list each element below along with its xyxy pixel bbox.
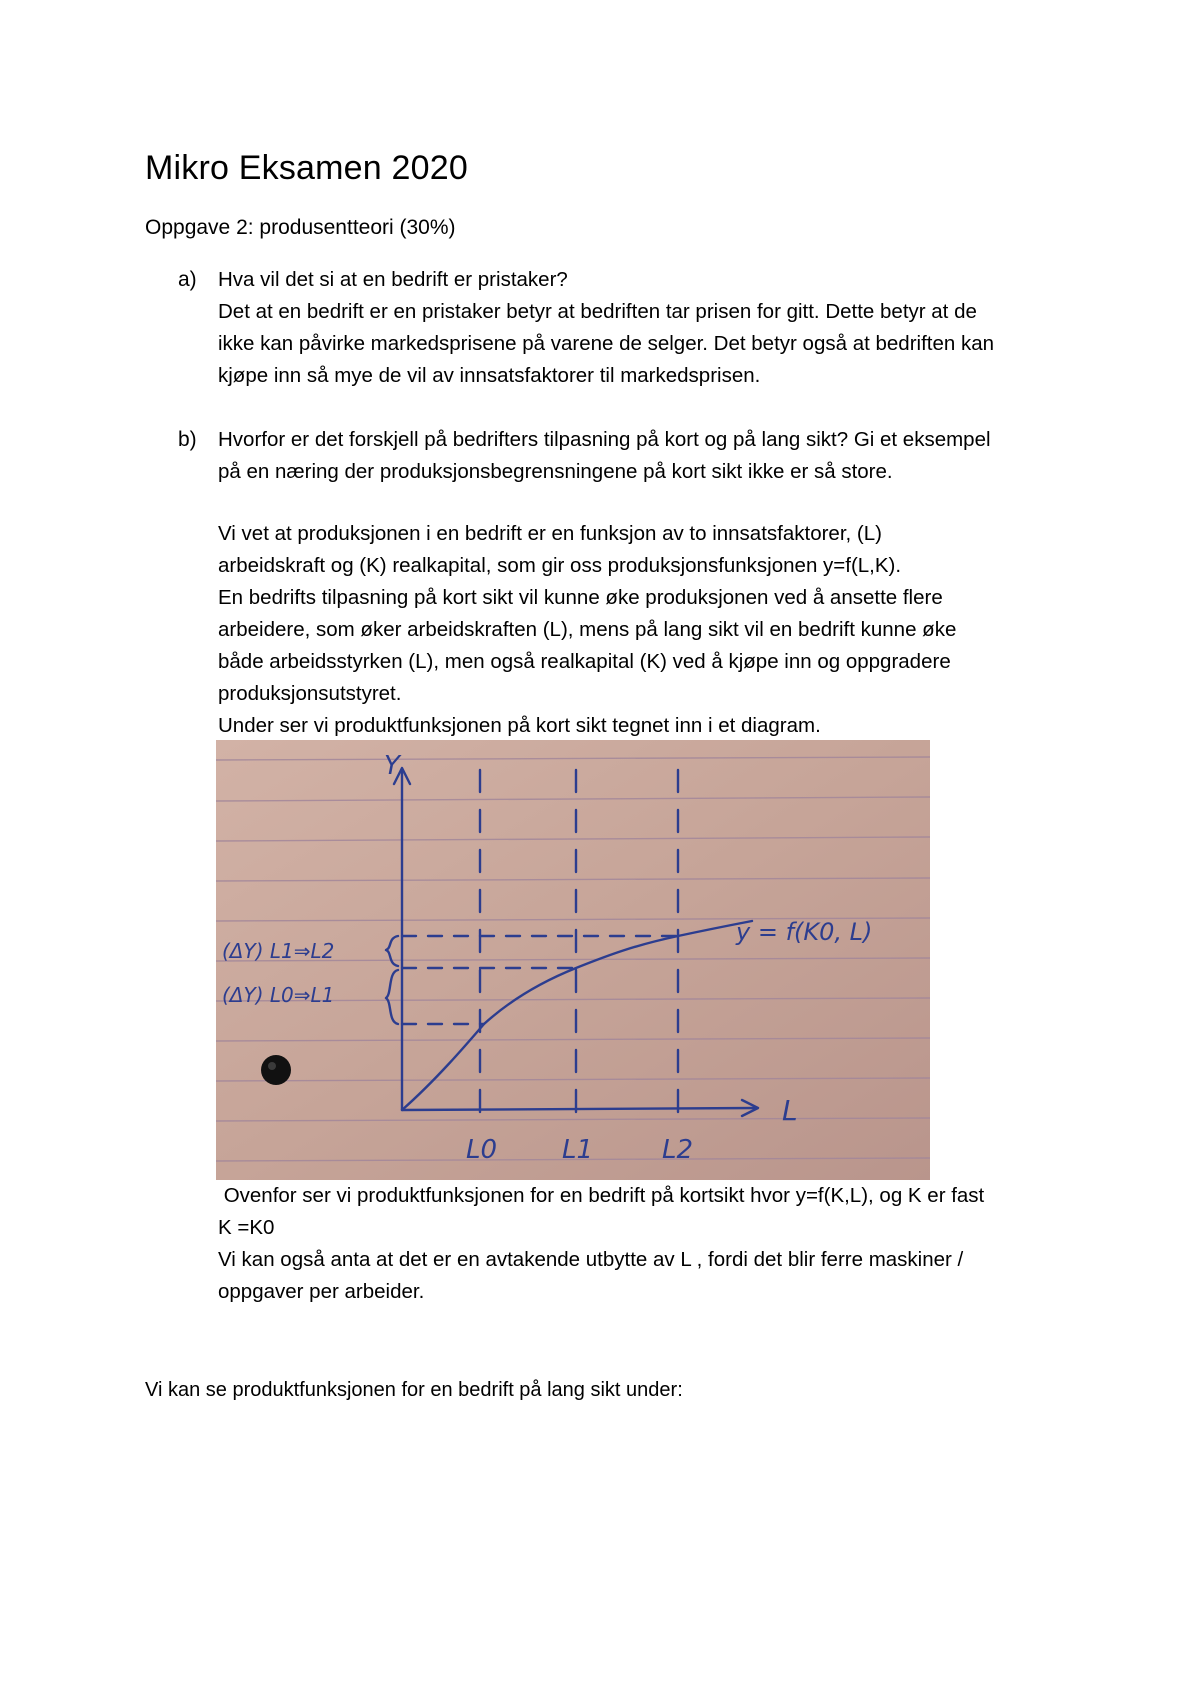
answer-line: Vi vet at produksjonen i en bedrift er en funksjon av to innsatsfaktorer, (L): [218, 522, 882, 545]
x-tick-l0: L0: [466, 1135, 498, 1165]
document-title: Mikro Eksamen 2020: [145, 149, 468, 187]
explanation-line: Ovenfor ser vi produktfunksjonen for en bedrift på kortsikt hvor y=f(K,L), og K er fast: [218, 1184, 985, 1207]
curve-label: y = f(K0, L): [736, 918, 873, 946]
answer-line: Under ser vi produktfunksjonen på kort sikt tegnet inn i et diagram.: [218, 714, 821, 737]
punch-hole-icon: [261, 1055, 291, 1085]
question-b-label: b): [178, 428, 197, 451]
question-a-line: ikke kan påvirke markedsprisene på varene de selger. Det betyr også at bedriften kan: [218, 332, 995, 355]
explanation-line: K =K0: [218, 1216, 275, 1239]
explanation-line: oppgaver per arbeider.: [218, 1280, 425, 1303]
answer-line: både arbeidsstyrken (L), men også realkapital (K) ved å kjøpe inn og oppgradere: [218, 650, 951, 673]
production-function-photo: [216, 740, 930, 1180]
punch-hole-shade: [268, 1062, 276, 1070]
x-tick-l2: L2: [662, 1135, 694, 1165]
question-b-answer: [218, 518, 1098, 742]
answer-line: produksjonsutstyret.: [218, 682, 402, 705]
question-b-line: Hvorfor er det forskjell på bedrifters tilpasning på kort og på lang sikt? Gi et eksempel: [218, 428, 991, 451]
section-heading: Oppgave 2: produsentteori (30%): [145, 216, 456, 239]
delta-label-l0-l1: (ΔY) L0⇒L1: [222, 983, 335, 1007]
question-a-text: [218, 264, 1098, 392]
question-b-line: på en næring der produksjonsbegrensningene på kort sikt ikke er så store.: [218, 460, 893, 483]
y-axis-label: Y: [384, 751, 400, 781]
question-a-line: kjøpe inn så mye de vil av innsatsfaktorer til markedsprisen.: [218, 364, 761, 387]
figure-explanation: [218, 1180, 1098, 1308]
question-a-line: Hva vil det si at en bedrift er pristaker?: [218, 268, 568, 291]
answer-line: En bedrifts tilpasning på kort sikt vil kunne øke produksjonen ved å ansette flere: [218, 586, 943, 609]
delta-label-l1-l2: (ΔY) L1⇒L2: [222, 939, 335, 963]
question-a-line: Det at en bedrift er en pristaker betyr at bedriften tar prisen for gitt. Dette betyr at de: [218, 300, 977, 323]
production-function-sketch: [216, 740, 930, 1180]
x-tick-l1: L1: [562, 1135, 594, 1165]
explanation-line: Vi kan også anta at det er en avtakende utbytte av L , fordi det blir ferre maskiner /: [218, 1248, 964, 1271]
question-a-label: a): [178, 268, 197, 291]
question-b-text: [218, 424, 1098, 488]
answer-line: arbeidere, som øker arbeidskraften (L), mens på lang sikt vil en bedrift kunne øke: [218, 618, 957, 641]
x-axis-label: L: [782, 1094, 798, 1127]
answer-line: arbeidskraft og (K) realkapital, som gir oss produksjonsfunksjonen y=f(L,K).: [218, 554, 902, 577]
closing-line: Vi kan se produktfunksjonen for en bedrift på lang sikt under:: [145, 1379, 683, 1401]
